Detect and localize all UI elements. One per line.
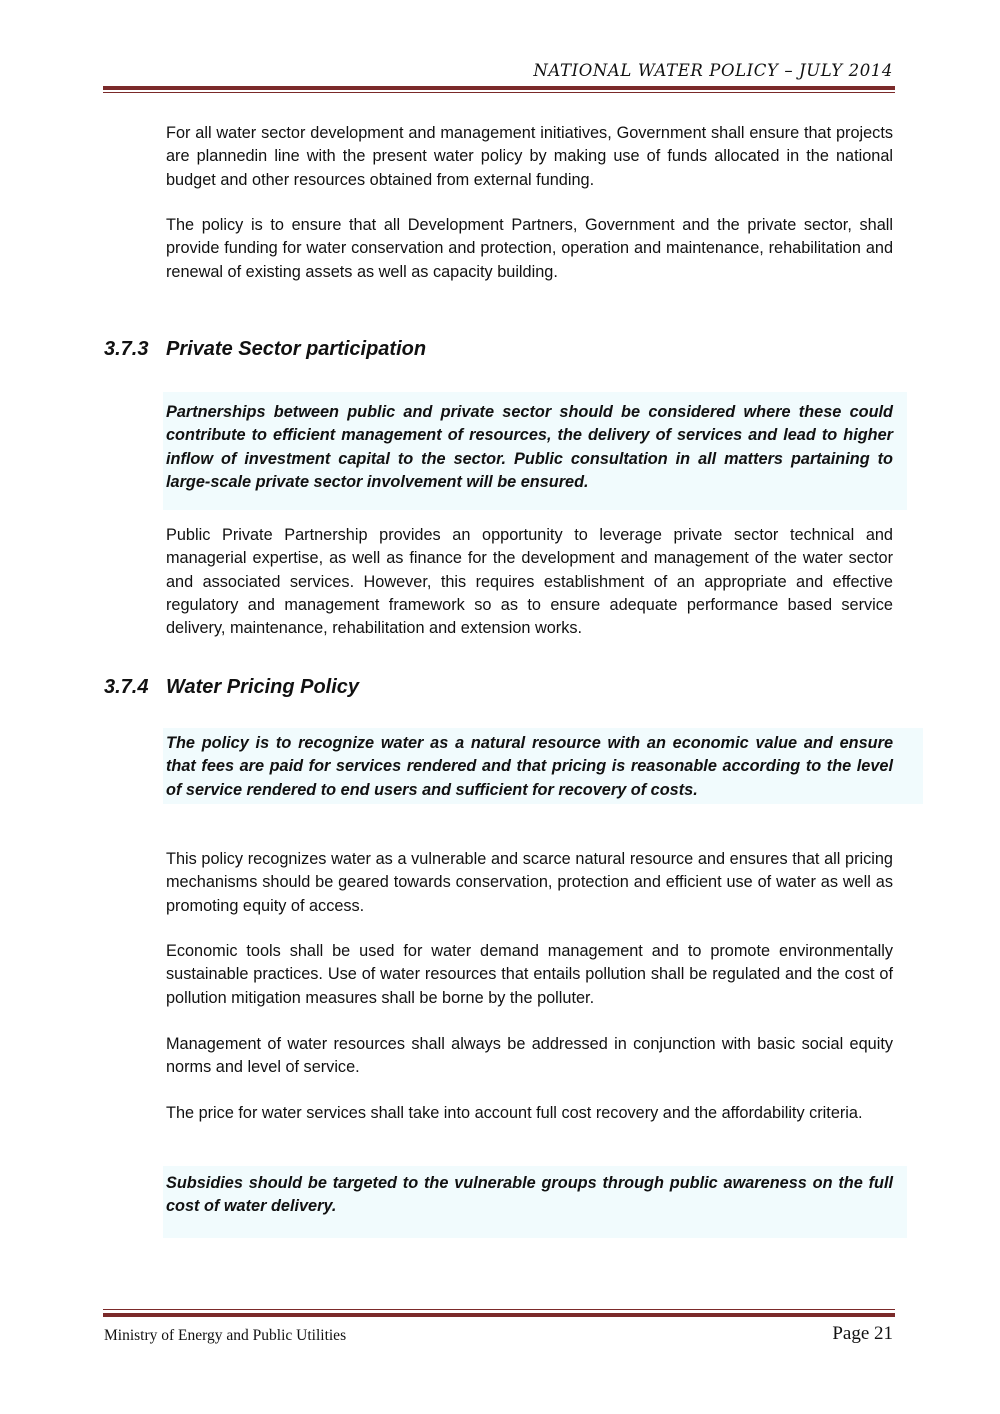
pricing-paragraph-4: The price for water services shall take into account full cost recovery and the affordability criteria. xyxy=(166,1104,863,1122)
pricing-paragraph-2: Economic tools shall be used for water demand management and to promote environmentally sustainable practices. Use of water resources that entails pollution shall be regulated and the cost of pollution mitigation measures shall be borne by the polluter. xyxy=(166,942,893,1007)
policy-box-water-pricing xyxy=(163,728,923,804)
section-number: 3.7.4 xyxy=(104,676,149,698)
footer-rule-thin xyxy=(103,1309,895,1310)
header-title: NATIONAL WATER POLICY – JULY 2014 xyxy=(533,61,893,80)
section-title: Private Sector participation xyxy=(166,338,427,360)
policy-box-subsidies xyxy=(163,1166,907,1238)
header-rule-thin xyxy=(103,92,895,93)
intro-paragraph-2: The policy is to ensure that all Development Partners, Government and the private sector, shall provide funding for water conservation and protection, operation and maintenance, rehabilitation and renewal of existing assets as well as capacity building. xyxy=(166,216,893,281)
footer-rule-thick xyxy=(103,1313,895,1317)
section-heading-3-7-3 xyxy=(104,338,426,361)
section-heading-3-7-4 xyxy=(104,676,359,699)
policy-statement: Partnerships between public and private sector should be considered where these could contribute to efficient management of resources, the delivery of services and lead to higher inflow of investment capital to the sector. Public consultation in all matters partaining to large-scale private sector involvement will be ensured. xyxy=(166,403,893,491)
policy-statement: Subsidies should be targeted to the vulnerable groups through public awareness on the full cost of water delivery. xyxy=(166,1174,893,1216)
page-number: Page 21 xyxy=(832,1323,893,1344)
pricing-paragraph-3: Management of water resources shall always be addressed in conjunction with basic social equity norms and level of service. xyxy=(166,1035,893,1077)
policy-statement: The policy is to recognize water as a natural resource with an economic value and ensure that fees are paid for services rendered and that pricing is reasonable according to the level of service rendered to end users and sufficient for recovery of costs. xyxy=(166,734,893,799)
policy-box-private-sector xyxy=(163,392,907,510)
section-title: Water Pricing Policy xyxy=(166,676,360,698)
pricing-paragraph-1: This policy recognizes water as a vulnerable and scarce natural resource and ensures that all pricing mechanisms should be geared towards conservation, protection and efficient use of water as well as promoting equity of access. xyxy=(166,850,893,915)
ppp-paragraph: Public Private Partnership provides an opportunity to leverage private sector technical and managerial expertise, as well as finance for the development and management of the water sector and associated services. However, this requires establishment of an appropriate and effective regulatory and management framework so as to ensure adequate performance based service delivery, maintenance, rehabilitation and extension works. xyxy=(166,526,893,638)
header-rule-thick xyxy=(103,86,895,90)
footer-ministry: Ministry of Energy and Public Utilities xyxy=(104,1327,347,1344)
section-number: 3.7.3 xyxy=(104,338,149,360)
intro-paragraph-1: For all water sector development and management initiatives, Government shall ensure that projects are plannedin line with the present water policy by making use of funds allocated in the national budget and other resources obtained from external funding. xyxy=(166,124,893,189)
